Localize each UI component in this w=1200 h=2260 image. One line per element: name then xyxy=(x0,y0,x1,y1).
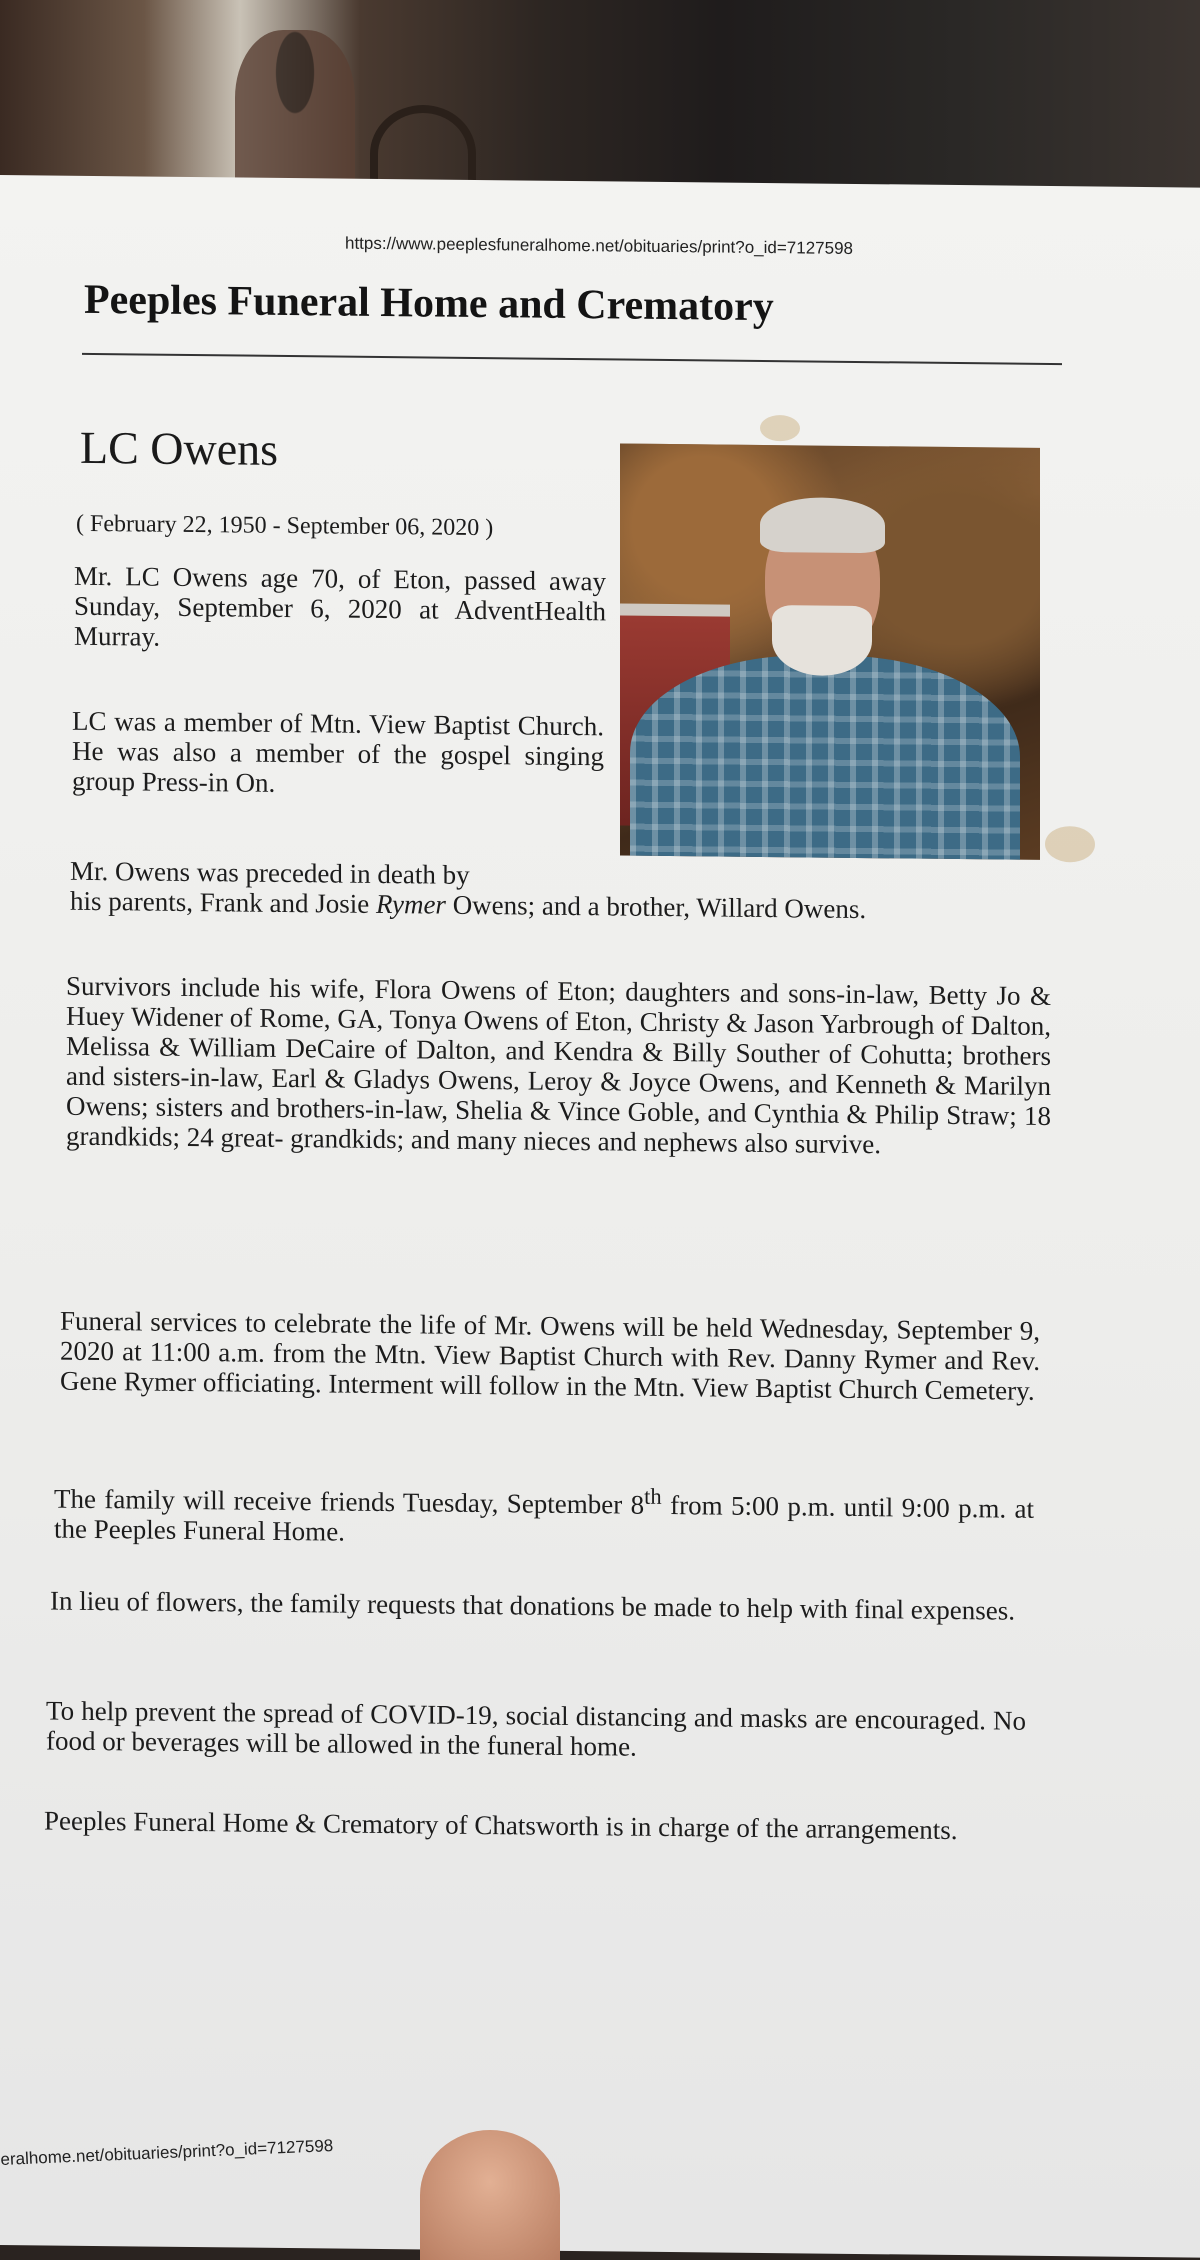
visitation-text: The family will receive friends Tuesday, September 8 xyxy=(54,1483,645,1520)
printed-page xyxy=(0,175,1200,2258)
paper-stain xyxy=(1045,826,1095,863)
obituary-paragraph: Survivors include his wife, Flora Owens of Eton; daughters and sons-in-law, Betty Jo & Huey Widener of Rome, GA, Tonya Owens of Eton, Christy & Jason Yarbrough of Dalton, Melissa & William DeCaire of Dalton, and Kendra & Billy Souther of Cohutta; brothers and sisters-in-law, Earl & Gladys Owens, Leroy & Joyce Owens, and Kenneth & Marilyn Owens; sisters and brothers-in-law, Shelia & Vince Goble, and Cynthia & Philip Straw; 18 grandkids; 24 great- grandkids; and many nieces and nephews also survive. xyxy=(66,970,1051,1160)
obituary-paragraph: LC was a member of Mtn. View Baptist Church. He was also a member of the gospel singing group Press-in On. xyxy=(72,705,604,798)
obituary-paragraph: Mr. LC Owens age 70, of Eton, passed away Sunday, September 6, 2020 at AdventHealth Murray. xyxy=(74,560,606,652)
ordinal-suffix: th xyxy=(644,1483,662,1509)
funeral-home-title: Peeples Funeral Home and Crematory xyxy=(84,276,774,331)
obituary-paragraph: To help prevent the spread of COVID-19, social distancing and masks are encouraged. No food or beverages will be allowed in the funeral home. xyxy=(46,1695,1026,1762)
obituary-paragraph xyxy=(70,856,1050,926)
footer-url: eralhome.net/obituaries/print?o_id=7127598 xyxy=(0,2136,334,2169)
obituary-paragraph xyxy=(54,1476,1034,1554)
thumb xyxy=(420,2130,560,2260)
print-url: https://www.peeplesfuneralhome.net/obituaries/print?o_id=7127598 xyxy=(345,233,853,258)
preceded-text: Owens; and a brother, Willard Owens. xyxy=(445,889,867,925)
visitation-text: from 5:00 p.m. until 9:00 p.m. at the Peeples Funeral Home. xyxy=(54,1489,1034,1547)
maiden-name: Rymer xyxy=(375,888,446,920)
page-content xyxy=(0,175,1200,2258)
deceased-name: LC Owens xyxy=(80,421,279,475)
life-dates: ( February 22, 1950 - September 06, 2020 ) xyxy=(76,510,494,542)
preceded-line: Mr. Owens was preceded in death by xyxy=(70,855,470,890)
plaid-shirt xyxy=(630,654,1020,860)
obituary-paragraph: Funeral services to celebrate the life of Mr. Owens will be held Wednesday, September 9, 2020 at 11:00 a.m. from the Mtn. View Baptist Church with Rev. Danny Rymer and Rev. Gene Rymer officiating. Interment will follow in the Mtn. View Baptist Church Cemetery. xyxy=(60,1305,1040,1406)
beard xyxy=(772,605,872,676)
background-room xyxy=(0,0,1200,200)
obituary-paragraph: In lieu of flowers, the family requests that donations be made to help with final expenses. xyxy=(50,1585,1015,1626)
portrait-photo xyxy=(620,443,1040,859)
paper-stain xyxy=(760,415,800,441)
header-divider xyxy=(82,353,1062,365)
preceded-text: his parents, Frank and Josie xyxy=(70,885,376,919)
hair xyxy=(760,497,885,553)
obituary-paragraph: Peeples Funeral Home & Crematory of Chatsworth is in charge of the arrangements. xyxy=(44,1805,958,1846)
person-silhouette xyxy=(235,30,355,200)
